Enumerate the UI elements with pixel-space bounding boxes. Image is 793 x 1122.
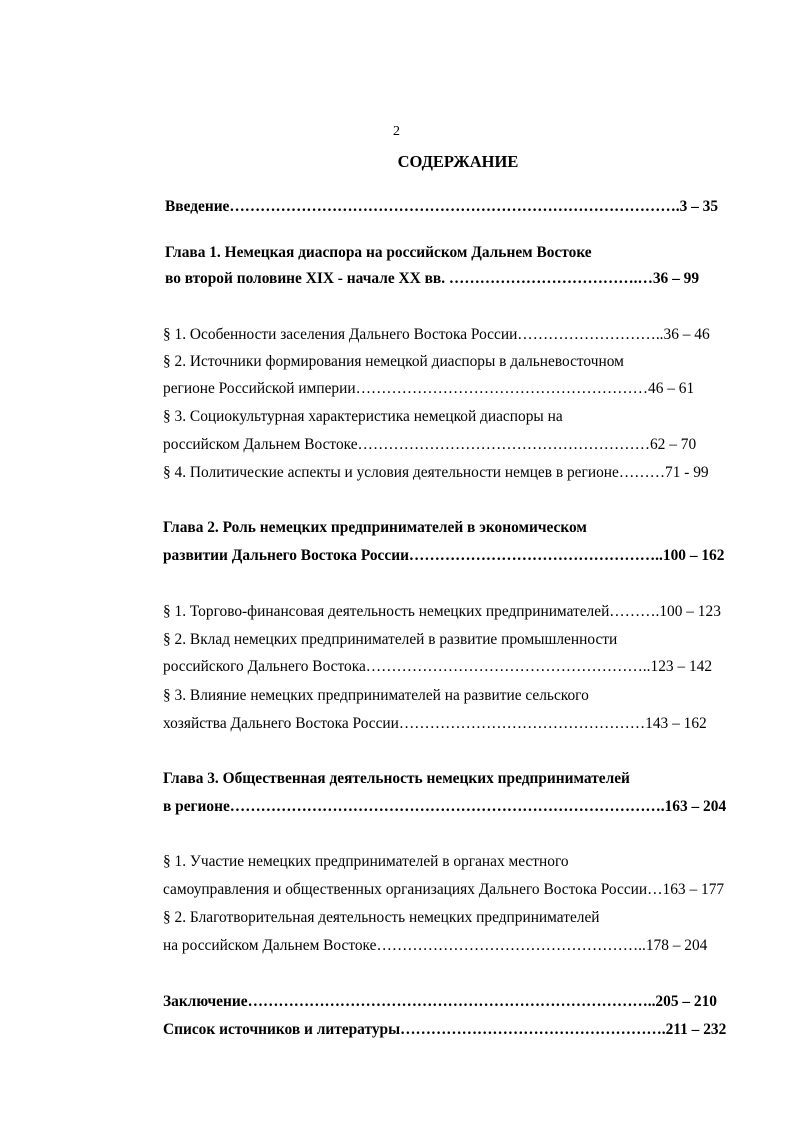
toc-introduction: Введение…………………………………………………………………………….3 – 35 xyxy=(165,198,719,215)
toc-chapter3-section1-line2: самоуправления и общественных организациях Дальнего Востока России…163 – 177 xyxy=(163,881,725,898)
toc-chapter1-title-line1: Глава 1. Немецкая диаспора на российском Дальнем Востоке xyxy=(165,244,592,261)
toc-chapter2-section1: § 1. Торгово-финансовая деятельность немецких предпринимателей……….100 – 123 xyxy=(163,603,721,620)
toc-chapter2-title-line1: Глава 2. Роль немецких предпринимателей в экономическом xyxy=(163,519,587,536)
toc-chapter2-section3-line1: § 3. Влияние немецких предпринимателей на развитие сельского xyxy=(163,687,589,704)
toc-chapter3-section2-line2: на российском Дальнем Востоке……………………………………………..178 – 204 xyxy=(163,937,708,954)
page-number: 2 xyxy=(393,124,400,139)
toc-chapter1-section4: § 4. Политические аспекты и условия деятельности немцев в регионе………71 - 99 xyxy=(163,464,709,481)
toc-chapter3-title-line1: Глава 3. Общественная деятельность немецких предпринимателей xyxy=(163,770,630,787)
toc-chapter1-section3-line1: § 3. Социокультурная характеристика немецкой диаспоры на xyxy=(163,408,563,425)
toc-chapter2-section2-line1: § 2. Вклад немецких предпринимателей в развитие промышленности xyxy=(163,631,618,648)
toc-chapter2-title-line2: развитии Дальнего Востока России…………………………………………..100 – 162 xyxy=(163,547,725,564)
toc-conclusion: Заключение……………………………………………………………………..205 – 210 xyxy=(163,993,717,1010)
toc-chapter2-section2-line2: российского Дальнего Востока………………………………………………..123 – 142 xyxy=(163,658,713,675)
toc-chapter3-title-line2: в регионе………………………………………………………………………….163 – 204 xyxy=(163,798,727,815)
toc-chapter1-section1: § 1. Особенности заселения Дальнего Востока России………………………..36 – 46 xyxy=(163,326,710,343)
toc-sources: Список источников и литературы…………………………………………….211 – 232 xyxy=(163,1021,727,1038)
toc-chapter2-section3-line2: хозяйства Дальнего Востока России…………………………………………143 – 162 xyxy=(163,715,707,732)
toc-chapter3-section2-line1: § 2. Благотворительная деятельность немецких предпринимателей xyxy=(163,909,600,926)
toc-chapter1-section2-line2: регионе Российской империи…………………………………………………46 – 61 xyxy=(163,380,695,397)
toc-chapter1-section3-line2: российском Дальнем Востоке…………………………………………………62 – 70 xyxy=(163,436,697,453)
toc-chapter1-section2-line1: § 2. Источники формирования немецкой диаспоры в дальневосточном xyxy=(163,353,624,370)
page-title: СОДЕРЖАНИЕ xyxy=(397,152,519,171)
toc-chapter1-title-line2: во второй половине XIX - начале XX вв. ……………………………….…36 – 99 xyxy=(165,270,700,287)
toc-chapter3-section1-line1: § 1. Участие немецких предпринимателей в органах местного xyxy=(163,853,569,870)
